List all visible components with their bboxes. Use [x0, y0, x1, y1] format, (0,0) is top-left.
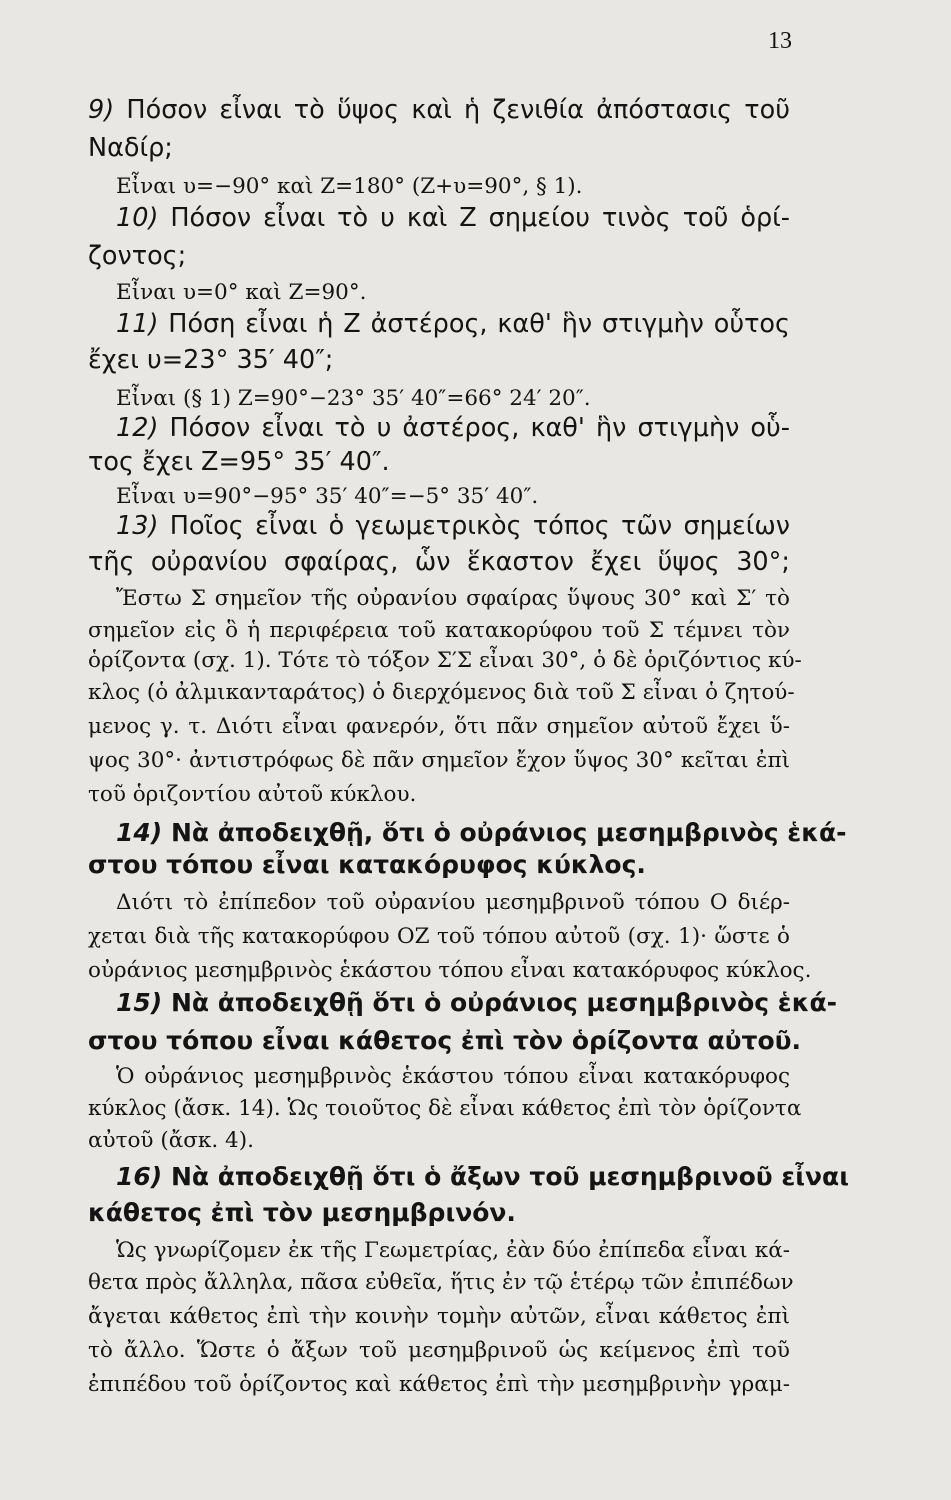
answer-14-line-2: χεται διὰ τῆς κατακορύφου ΟΖ τοῦ τόπου αὐτοῦ (σχ. 1)· ὥστε ὁ: [88, 924, 790, 949]
question-13-line-2: τῆς οὐρανίου σφαίρας, ὧν ἕκαστον ἔχει ὕψος 30°;: [88, 547, 790, 577]
question-9-text: Πόσον εἶναι τὸ ὕψος καὶ ἡ ζενιθία ἀπόστασις τοῦ: [126, 95, 790, 125]
answer-11-line-1: Εἶναι (§ 1) Z=90°−23° 35′ 40″=66° 24′ 20″.: [116, 386, 591, 411]
question-16-line-2: κάθετος ἐπὶ τὸν μεσημβρινόν.: [88, 1198, 516, 1227]
question-14-line-2: στου τόπου εἶναι κατακόρυφος κύκλος.: [88, 850, 646, 879]
question-11-line-1: [116, 309, 790, 339]
question-12-line-2: τος ἔχει Z=95° 35′ 40″.: [88, 447, 390, 477]
question-10-line-1: [116, 203, 791, 233]
answer-13-line-3: ὁρίζοντα (σχ. 1). Τότε τὸ τόξον Σ′Σ εἶναι 30°, ὁ δὲ ὁριζόντιος κύ-: [88, 648, 802, 673]
question-16-text: Νὰ ἀποδειχθῇ ὅτι ὁ ἄξων τοῦ μεσημβρινοῦ εἶναι: [170, 1162, 849, 1191]
answer-15-line-1: Ὁ οὐράνιος μεσημβρινὸς ἑκάστου τόπου εἶναι κατακόρυφος: [116, 1064, 790, 1089]
answer-13-line-5: μενος γ. τ. Διότι εἶναι φανερόν, ὅτι πᾶν σημεῖον αὐτοῦ ἔχει ὕ-: [88, 714, 790, 739]
question-16-line-1: [116, 1162, 849, 1191]
question-13-line-1: [116, 511, 791, 541]
exercise-number-14: 14): [116, 818, 163, 847]
answer-14-line-3: οὐράνιος μεσημβρινὸς ἑκάστου τόπου εἶναι κατακόρυφος κύκλος.: [88, 958, 812, 983]
question-15-line-1: [116, 988, 838, 1017]
exercise-number-10: 10): [116, 203, 159, 233]
question-9-line-2: Ναδίρ;: [88, 133, 173, 163]
answer-16-line-4: τὸ ἄλλο. Ὥστε ὁ ἄξων τοῦ μεσημβρινοῦ ὡς κείμενος ἐπὶ τοῦ: [88, 1338, 790, 1363]
exercise-number-15: 15): [116, 988, 163, 1017]
answer-16-line-5: ἐπιπέδου τοῦ ὁρίζοντος καὶ κάθετος ἐπὶ τὴν μεσημβρινὴν γραμ-: [88, 1372, 790, 1397]
question-13-text: Ποῖος εἶναι ὁ γεωμετρικὸς τόπος τῶν σημείων: [169, 511, 791, 541]
answer-13-line-1: Ἔστω Σ σημεῖον τῆς οὐρανίου σφαίρας ὕψους 30° καὶ Σ′ τὸ: [116, 586, 790, 611]
question-15-text: Νὰ ἀποδειχθῇ ὅτι ὁ οὐράνιος μεσημβρινὸς ἑκά-: [170, 988, 838, 1017]
question-15-line-2: στου τόπου εἶναι κάθετος ἐπὶ τὸν ὁρίζοντα αὐτοῦ.: [88, 1026, 802, 1055]
page-number: 13: [768, 28, 792, 54]
answer-16-line-1: Ὡς γνωρίζομεν ἐκ τῆς Γεωμετρίας, ἐὰν δύο ἐπίπεδα εἶναι κά-: [116, 1238, 790, 1263]
answer-14-line-1: Διότι τὸ ἐπίπεδον τοῦ οὐρανίου μεσημβρινοῦ τόπου Ο διέρ-: [116, 890, 790, 915]
answer-13-line-4: κλος (ὁ ἀλμικανταράτος) ὁ διερχόμενος διὰ τοῦ Σ εἶναι ὁ ζητού-: [88, 680, 795, 705]
answer-15-line-2: κύκλος (ἄσκ. 14). Ὡς τοιοῦτος δὲ εἶναι κάθετος ἐπὶ τὸν ὁρίζοντα: [88, 1096, 802, 1121]
answer-13-line-7: τοῦ ὁριζοντίου αὐτοῦ κύκλου.: [88, 782, 417, 807]
answer-9-line-1: Εἶναι υ=−90° καὶ Z=180° (Z+υ=90°, § 1).: [116, 174, 583, 199]
question-12-line-1: [116, 413, 790, 443]
question-14-text: Νὰ ἀποδειχθῇ, ὅτι ὁ οὐράνιος μεσημβρινὸς ἑκά-: [170, 818, 847, 847]
question-11-line-2: ἔχει υ=23° 35′ 40″;: [88, 345, 334, 375]
question-10-line-2: ζοντος;: [88, 241, 187, 271]
question-11-text: Πόση εἶναι ἡ Z ἀστέρος, καθ' ἣν στιγμὴν οὗτος: [168, 309, 790, 339]
exercise-number-11: 11): [116, 309, 159, 339]
question-9-line-1: [88, 95, 790, 125]
answer-16-line-2: θετα πρὸς ἄλληλα, πᾶσα εὐθεῖα, ἥτις ἐν τῷ ἑτέρῳ τῶν ἐπιπέδων: [88, 1270, 794, 1295]
answer-16-line-3: ἄγεται κάθετος ἐπὶ τὴν κοινὴν τομὴν αὐτῶν, εἶναι κάθετος ἐπὶ: [88, 1304, 790, 1329]
answer-13-line-6: ψος 30°· ἀντιστρόφως δὲ πᾶν σημεῖον ἔχον ὕψος 30° κεῖται ἐπὶ: [88, 748, 790, 773]
answer-15-line-3: αὐτοῦ (ἄσκ. 4).: [88, 1128, 254, 1153]
question-12-text: Πόσον εἶναι τὸ υ ἀστέρος, καθ' ἣν στιγμὴν οὗ-: [169, 413, 790, 443]
answer-12-line-1: Εἶναι υ=90°−95° 35′ 40″=−5° 35′ 40″.: [116, 484, 539, 509]
question-14-line-1: [116, 818, 847, 847]
answer-10-line-1: Εἶναι υ=0° καὶ Z=90°.: [116, 280, 367, 305]
question-10-text: Πόσον εἶναι τὸ υ καὶ Z σημείου τινὸς τοῦ ὁρί-: [170, 203, 791, 233]
exercise-number-9: 9): [88, 95, 115, 125]
exercise-number-16: 16): [116, 1162, 163, 1191]
exercise-number-13: 13): [116, 511, 159, 541]
answer-13-line-2: σημεῖον εἰς ὃ ἡ περιφέρεια τοῦ κατακορύφου τοῦ Σ τέμνει τὸν: [88, 618, 790, 643]
exercise-number-12: 12): [116, 413, 159, 443]
